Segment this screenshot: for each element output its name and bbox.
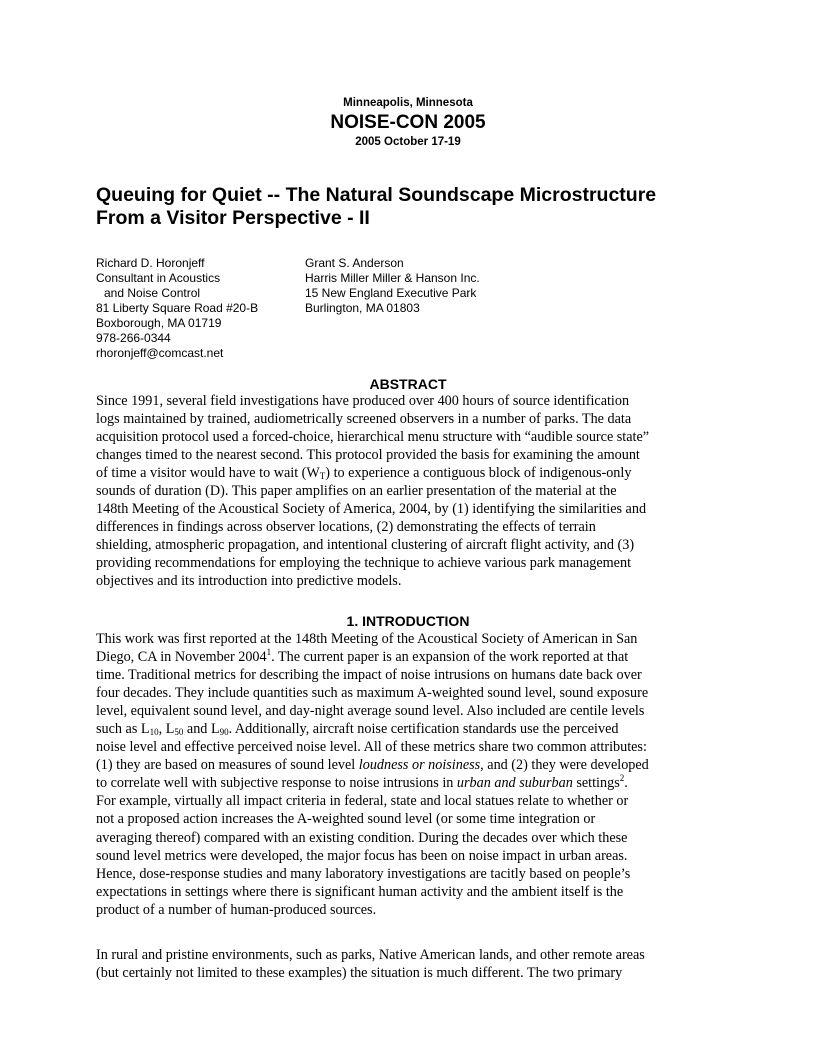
- author-name: Richard D. Horonjeff: [96, 256, 205, 270]
- author-email: rhoronjeff@comcast.net: [96, 346, 224, 360]
- abstract-body: [96, 392, 726, 591]
- text-line: such as $L_{10}$, $L_{50}$ and $L_{90}$. Additionally, aircraft noise certification standards use the perceived: [96, 721, 619, 738]
- text-line: sound level metrics were developed, the major focus has been on noise impact in urban areas.: [96, 847, 628, 864]
- paper-title: [96, 184, 736, 230]
- author-affiliation: Consultant in Acoustics: [96, 271, 221, 285]
- text-line: time. Traditional metrics for describing the impact of noise intrusions on humans date back over: [96, 667, 642, 684]
- author-block-1: [96, 256, 296, 361]
- text-line: (but certainly not limited to these examples) the situation is much different. The two primary: [96, 965, 623, 982]
- text-line: (1) they are based on measures of sound level loudness or noisiness, and (2) they were developed: [96, 757, 649, 774]
- author-affiliation: and Noise Control: [104, 286, 201, 300]
- introduction-heading: 1. INTRODUCTION: [346, 613, 470, 629]
- text-line: providing recommendations for employing the technique to achieve various park management: [96, 555, 632, 572]
- paper-title-line-2: From a Visitor Perspective - II: [96, 207, 370, 229]
- text-line: This work was first reported at the 148th Meeting of the Acoustical Society of American in San: [96, 631, 638, 647]
- text-line: objectives and its introduction into predictive models.: [96, 573, 402, 590]
- text-line: of time a visitor would have to wait $(W_T)$ to experience a contiguous block of indigenous-only: [96, 465, 632, 482]
- conference-name: NOISE-CON 2005: [330, 112, 486, 133]
- text-line: expectations in settings where there is significant human activity and the ambient itself is the: [96, 883, 624, 900]
- text-line: acquisition protocol used a forced-choice, hierarchical menu structure with “audible source state”: [96, 429, 650, 446]
- text-line: logs maintained by trained, audiometrically screened observers in a number of parks. The data: [96, 411, 632, 428]
- introduction-paragraph-1: [96, 630, 726, 919]
- footnote-ref: 2: [619, 773, 625, 784]
- author-address: 15 New England Executive Park: [305, 286, 477, 300]
- author-block-2: [305, 256, 565, 316]
- text-line: averaging thereof) compared with an existing condition. During the decades over which these: [96, 829, 628, 846]
- text-line: not a proposed action increases the A-weighted sound level (or some time integration or: [96, 811, 596, 828]
- conference-city: Minneapolis, Minnesota: [343, 97, 473, 109]
- paper-title-line-1: Queuing for Quiet -- The Natural Soundscape Microstructure: [96, 184, 657, 206]
- text-line: level, equivalent sound level, and day-night average sound level. Also included are centile levels: [96, 703, 645, 720]
- text-line: 148th Meeting of the Acoustical Society of America, 2004, by (1) identifying the similarities and: [96, 501, 647, 518]
- text-line: Since 1991, several field investigations have produced over 400 hours of source identification: [96, 393, 630, 409]
- abstract-heading: ABSTRACT: [369, 376, 447, 392]
- author-phone: 978-266-0344: [96, 331, 171, 345]
- conference-date: 2005 October 17-19: [355, 136, 461, 148]
- author-address: 81 Liberty Square Road #20-B: [96, 301, 259, 315]
- author-address: Burlington, MA 01803: [305, 301, 420, 315]
- text-line: product of a number of human-produced sources.: [96, 901, 377, 918]
- text-line: sounds of duration (D). This paper amplifies on an earlier presentation of the material at the: [96, 483, 617, 500]
- text-line: For example, virtually all impact criteria in federal, state and local statues relate to whether or: [96, 793, 629, 810]
- text-line: differences in findings across observer locations, (2) demonstrating the effects of terrain: [96, 519, 596, 536]
- author-name: Grant S. Anderson: [305, 256, 404, 270]
- text-line: shielding, atmospheric propagation, and intentional clustering of aircraft flight activity, and (3): [96, 537, 635, 554]
- text-line: In rural and pristine environments, such as parks, Native American lands, and other remote areas: [96, 947, 645, 963]
- footnote-ref: 1: [266, 647, 272, 658]
- introduction-paragraph-2: [96, 946, 726, 982]
- author-address: Boxborough, MA 01719: [96, 316, 222, 330]
- text-line: changes timed to the nearest second. This protocol provided the basis for examining the amount: [96, 447, 640, 464]
- text-line: to correlate well with subjective response to noise intrusions in urban and suburban settings$^2$.: [96, 773, 628, 792]
- text-line: noise level and effective perceived noise level. All of these metrics share two common attributes:: [96, 739, 647, 756]
- text-line: Hence, dose-response studies and many laboratory investigations are tacitly based on people’s: [96, 865, 631, 882]
- author-affiliation: Harris Miller Miller & Hanson Inc.: [305, 271, 480, 285]
- text-line: Diego, CA in November 2004$^1$. The current paper is an expansion of the work reported at that: [96, 647, 629, 666]
- text-line: four decades. They include quantities such as maximum A-weighted sound level, sound exposure: [96, 685, 649, 702]
